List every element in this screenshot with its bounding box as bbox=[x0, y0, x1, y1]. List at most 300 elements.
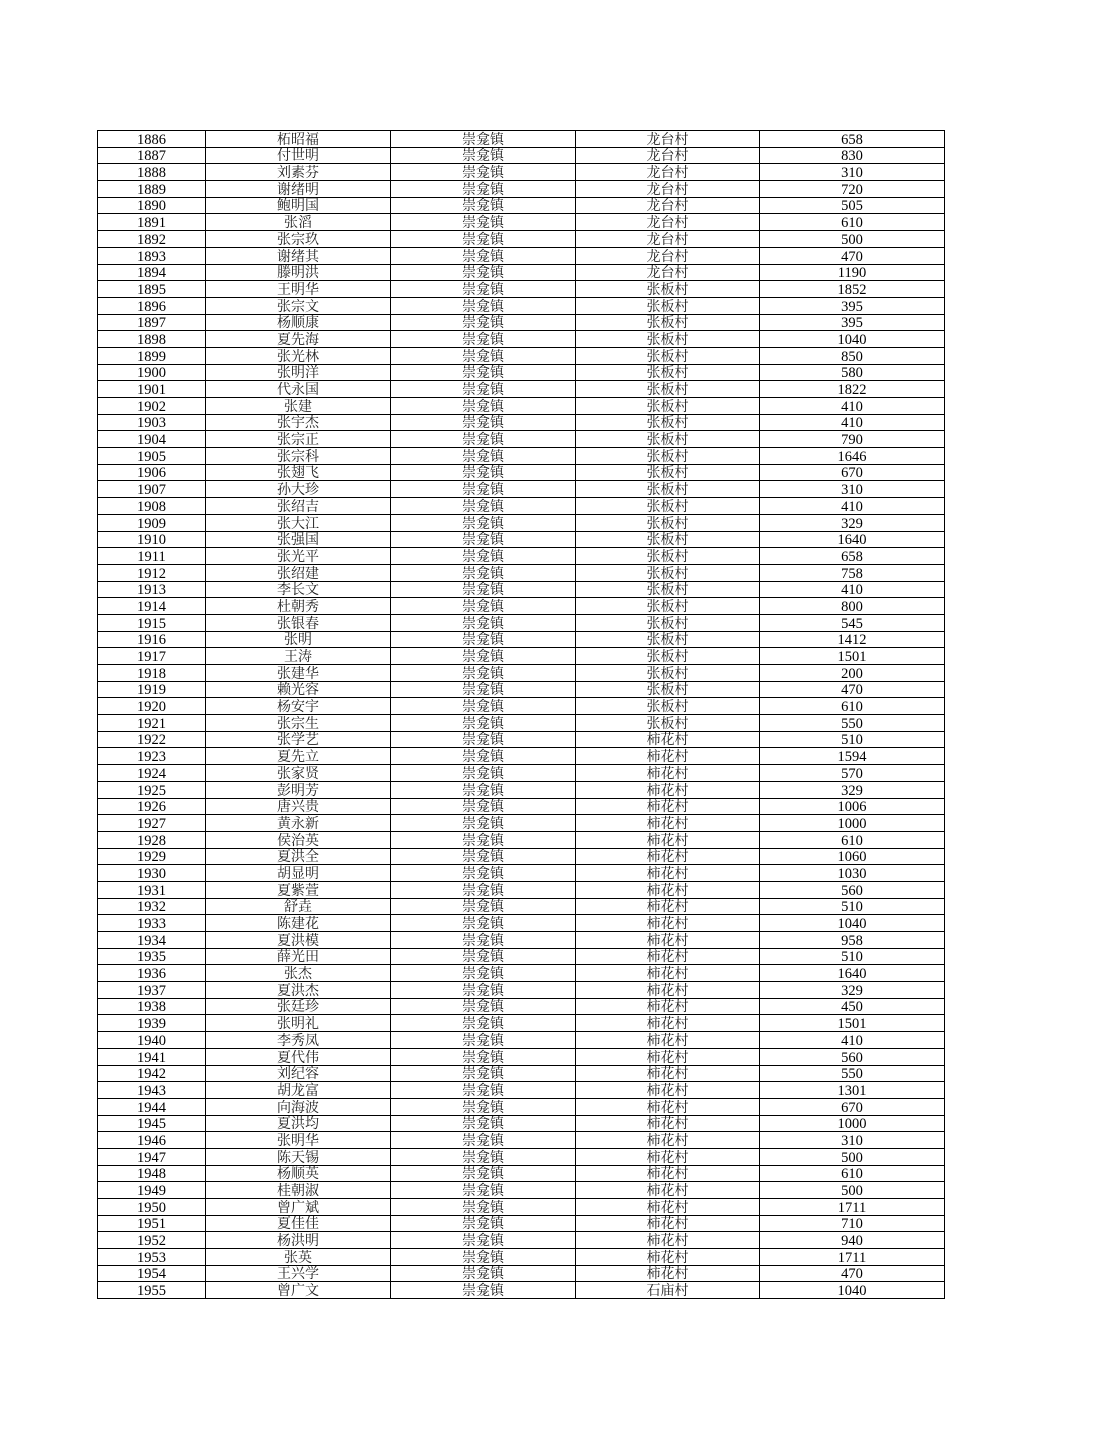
name-cell: 舒垚 bbox=[206, 898, 391, 915]
table-row bbox=[98, 1232, 945, 1249]
name-cell: 鲍明国 bbox=[206, 197, 391, 214]
table-row bbox=[98, 581, 945, 598]
name-cell: 李秀凤 bbox=[206, 1032, 391, 1049]
table-row bbox=[98, 414, 945, 431]
name-cell: 陈天锡 bbox=[206, 1148, 391, 1165]
amount-cell: 410 bbox=[760, 498, 945, 515]
table-row bbox=[98, 1182, 945, 1199]
village-cell: 柿花村 bbox=[576, 831, 760, 848]
row-number-cell: 1894 bbox=[98, 264, 206, 281]
village-cell: 张板村 bbox=[576, 314, 760, 331]
town-cell: 崇龛镇 bbox=[391, 564, 576, 581]
table-row bbox=[98, 381, 945, 398]
name-cell: 孙大珍 bbox=[206, 481, 391, 498]
table-row bbox=[98, 665, 945, 682]
town-cell: 崇龛镇 bbox=[391, 464, 576, 481]
amount-cell: 610 bbox=[760, 214, 945, 231]
town-cell: 崇龛镇 bbox=[391, 147, 576, 164]
row-number-cell: 1933 bbox=[98, 915, 206, 932]
town-cell: 崇龛镇 bbox=[391, 1132, 576, 1149]
town-cell: 崇龛镇 bbox=[391, 1199, 576, 1216]
town-cell: 崇龛镇 bbox=[391, 197, 576, 214]
row-number-cell: 1929 bbox=[98, 848, 206, 865]
town-cell: 崇龛镇 bbox=[391, 648, 576, 665]
amount-cell: 1640 bbox=[760, 965, 945, 982]
amount-cell: 550 bbox=[760, 715, 945, 732]
village-cell: 张板村 bbox=[576, 464, 760, 481]
name-cell: 杨安宇 bbox=[206, 698, 391, 715]
table-row bbox=[98, 331, 945, 348]
name-cell: 唐兴贵 bbox=[206, 798, 391, 815]
name-cell: 侯治英 bbox=[206, 831, 391, 848]
name-cell: 张大江 bbox=[206, 514, 391, 531]
row-number-cell: 1898 bbox=[98, 331, 206, 348]
name-cell: 张家贤 bbox=[206, 765, 391, 782]
village-cell: 张板村 bbox=[576, 581, 760, 598]
town-cell: 崇龛镇 bbox=[391, 247, 576, 264]
table-row bbox=[98, 1132, 945, 1149]
amount-cell: 800 bbox=[760, 598, 945, 615]
name-cell: 刘素芬 bbox=[206, 164, 391, 181]
amount-cell: 329 bbox=[760, 982, 945, 999]
town-cell: 崇龛镇 bbox=[391, 214, 576, 231]
row-number-cell: 1943 bbox=[98, 1082, 206, 1099]
amount-cell: 610 bbox=[760, 698, 945, 715]
name-cell: 张宗科 bbox=[206, 448, 391, 465]
amount-cell: 310 bbox=[760, 481, 945, 498]
table-row bbox=[98, 932, 945, 949]
table-row bbox=[98, 998, 945, 1015]
town-cell: 崇龛镇 bbox=[391, 1265, 576, 1282]
village-cell: 柿花村 bbox=[576, 881, 760, 898]
town-cell: 崇龛镇 bbox=[391, 431, 576, 448]
village-cell: 张板村 bbox=[576, 648, 760, 665]
row-number-cell: 1900 bbox=[98, 364, 206, 381]
table-row bbox=[98, 948, 945, 965]
name-cell: 杨洪明 bbox=[206, 1232, 391, 1249]
amount-cell: 395 bbox=[760, 314, 945, 331]
row-number-cell: 1948 bbox=[98, 1165, 206, 1182]
town-cell: 崇龛镇 bbox=[391, 164, 576, 181]
town-cell: 崇龛镇 bbox=[391, 1215, 576, 1232]
table-row bbox=[98, 715, 945, 732]
amount-cell: 1646 bbox=[760, 448, 945, 465]
table-row bbox=[98, 781, 945, 798]
row-number-cell: 1914 bbox=[98, 598, 206, 615]
village-cell: 张板村 bbox=[576, 514, 760, 531]
name-cell: 夏紫萱 bbox=[206, 881, 391, 898]
village-cell: 张板村 bbox=[576, 431, 760, 448]
table-row bbox=[98, 314, 945, 331]
name-cell: 张强国 bbox=[206, 531, 391, 548]
name-cell: 张滔 bbox=[206, 214, 391, 231]
row-number-cell: 1932 bbox=[98, 898, 206, 915]
name-cell: 夏代伟 bbox=[206, 1048, 391, 1065]
amount-cell: 470 bbox=[760, 247, 945, 264]
table-row bbox=[98, 364, 945, 381]
table-row bbox=[98, 181, 945, 198]
village-cell: 柿花村 bbox=[576, 1165, 760, 1182]
row-number-cell: 1935 bbox=[98, 948, 206, 965]
village-cell: 石庙村 bbox=[576, 1282, 760, 1299]
town-cell: 崇龛镇 bbox=[391, 1165, 576, 1182]
town-cell: 崇龛镇 bbox=[391, 498, 576, 515]
table-row bbox=[98, 1082, 945, 1099]
village-cell: 张板村 bbox=[576, 614, 760, 631]
name-cell: 谢绪其 bbox=[206, 247, 391, 264]
amount-cell: 329 bbox=[760, 514, 945, 531]
row-number-cell: 1901 bbox=[98, 381, 206, 398]
town-cell: 崇龛镇 bbox=[391, 347, 576, 364]
town-cell: 崇龛镇 bbox=[391, 1182, 576, 1199]
village-cell: 龙台村 bbox=[576, 247, 760, 264]
village-cell: 龙台村 bbox=[576, 164, 760, 181]
town-cell: 崇龛镇 bbox=[391, 381, 576, 398]
row-number-cell: 1945 bbox=[98, 1115, 206, 1132]
name-cell: 张宗生 bbox=[206, 715, 391, 732]
amount-cell: 545 bbox=[760, 614, 945, 631]
table-row bbox=[98, 798, 945, 815]
row-number-cell: 1916 bbox=[98, 631, 206, 648]
village-cell: 张板村 bbox=[576, 347, 760, 364]
amount-cell: 510 bbox=[760, 948, 945, 965]
row-number-cell: 1920 bbox=[98, 698, 206, 715]
row-number-cell: 1892 bbox=[98, 231, 206, 248]
amount-cell: 470 bbox=[760, 1265, 945, 1282]
table-row bbox=[98, 431, 945, 448]
table-row bbox=[98, 681, 945, 698]
table-row bbox=[98, 1249, 945, 1266]
amount-cell: 200 bbox=[760, 665, 945, 682]
row-number-cell: 1921 bbox=[98, 715, 206, 732]
table-row bbox=[98, 164, 945, 181]
table-row bbox=[98, 915, 945, 932]
row-number-cell: 1895 bbox=[98, 281, 206, 298]
name-cell: 杨顺英 bbox=[206, 1165, 391, 1182]
village-cell: 张板村 bbox=[576, 398, 760, 415]
village-cell: 张板村 bbox=[576, 498, 760, 515]
name-cell: 张廷珍 bbox=[206, 998, 391, 1015]
village-cell: 张板村 bbox=[576, 681, 760, 698]
village-cell: 柿花村 bbox=[576, 1115, 760, 1132]
amount-cell: 410 bbox=[760, 414, 945, 431]
row-number-cell: 1913 bbox=[98, 581, 206, 598]
row-number-cell: 1896 bbox=[98, 297, 206, 314]
amount-cell: 1640 bbox=[760, 531, 945, 548]
village-cell: 张板村 bbox=[576, 698, 760, 715]
row-number-cell: 1917 bbox=[98, 648, 206, 665]
village-cell: 张板村 bbox=[576, 631, 760, 648]
village-cell: 张板村 bbox=[576, 598, 760, 615]
row-number-cell: 1937 bbox=[98, 982, 206, 999]
name-cell: 薛光田 bbox=[206, 948, 391, 965]
table-row bbox=[98, 648, 945, 665]
name-cell: 王涛 bbox=[206, 648, 391, 665]
name-cell: 夏先立 bbox=[206, 748, 391, 765]
name-cell: 滕明洪 bbox=[206, 264, 391, 281]
village-cell: 龙台村 bbox=[576, 131, 760, 148]
amount-cell: 500 bbox=[760, 231, 945, 248]
village-cell: 张板村 bbox=[576, 381, 760, 398]
village-cell: 龙台村 bbox=[576, 147, 760, 164]
town-cell: 崇龛镇 bbox=[391, 715, 576, 732]
table-row bbox=[98, 631, 945, 648]
village-cell: 柿花村 bbox=[576, 998, 760, 1015]
table-row bbox=[98, 1265, 945, 1282]
amount-cell: 1822 bbox=[760, 381, 945, 398]
name-cell: 陈建花 bbox=[206, 915, 391, 932]
table-row bbox=[98, 514, 945, 531]
name-cell: 张宗玖 bbox=[206, 231, 391, 248]
row-number-cell: 1890 bbox=[98, 197, 206, 214]
town-cell: 崇龛镇 bbox=[391, 631, 576, 648]
village-cell: 张板村 bbox=[576, 548, 760, 565]
table-row bbox=[98, 1165, 945, 1182]
name-cell: 张绍吉 bbox=[206, 498, 391, 515]
village-cell: 张板村 bbox=[576, 665, 760, 682]
name-cell: 张宗文 bbox=[206, 297, 391, 314]
name-cell: 张翅飞 bbox=[206, 464, 391, 481]
table-row bbox=[98, 1115, 945, 1132]
amount-cell: 410 bbox=[760, 1032, 945, 1049]
table-row bbox=[98, 231, 945, 248]
row-number-cell: 1918 bbox=[98, 665, 206, 682]
row-number-cell: 1938 bbox=[98, 998, 206, 1015]
village-cell: 柿花村 bbox=[576, 815, 760, 832]
town-cell: 崇龛镇 bbox=[391, 314, 576, 331]
village-cell: 龙台村 bbox=[576, 231, 760, 248]
town-cell: 崇龛镇 bbox=[391, 481, 576, 498]
amount-cell: 1040 bbox=[760, 331, 945, 348]
village-cell: 柿花村 bbox=[576, 982, 760, 999]
town-cell: 崇龛镇 bbox=[391, 331, 576, 348]
table-row bbox=[98, 1199, 945, 1216]
row-number-cell: 1888 bbox=[98, 164, 206, 181]
town-cell: 崇龛镇 bbox=[391, 398, 576, 415]
amount-cell: 510 bbox=[760, 898, 945, 915]
name-cell: 柘昭福 bbox=[206, 131, 391, 148]
row-number-cell: 1911 bbox=[98, 548, 206, 565]
table-row bbox=[98, 865, 945, 882]
row-number-cell: 1955 bbox=[98, 1282, 206, 1299]
row-number-cell: 1907 bbox=[98, 481, 206, 498]
name-cell: 张杰 bbox=[206, 965, 391, 982]
amount-cell: 790 bbox=[760, 431, 945, 448]
row-number-cell: 1954 bbox=[98, 1265, 206, 1282]
name-cell: 张建 bbox=[206, 398, 391, 415]
name-cell: 胡显明 bbox=[206, 865, 391, 882]
village-cell: 柿花村 bbox=[576, 1082, 760, 1099]
row-number-cell: 1922 bbox=[98, 731, 206, 748]
name-cell: 黄永新 bbox=[206, 815, 391, 832]
amount-cell: 550 bbox=[760, 1065, 945, 1082]
table-row bbox=[98, 398, 945, 415]
amount-cell: 500 bbox=[760, 1148, 945, 1165]
town-cell: 崇龛镇 bbox=[391, 614, 576, 631]
town-cell: 崇龛镇 bbox=[391, 748, 576, 765]
table-row bbox=[98, 598, 945, 615]
amount-cell: 1852 bbox=[760, 281, 945, 298]
row-number-cell: 1893 bbox=[98, 247, 206, 264]
village-cell: 柿花村 bbox=[576, 965, 760, 982]
table-row bbox=[98, 898, 945, 915]
town-cell: 崇龛镇 bbox=[391, 765, 576, 782]
amount-cell: 1006 bbox=[760, 798, 945, 815]
name-cell: 张光林 bbox=[206, 347, 391, 364]
amount-cell: 1040 bbox=[760, 1282, 945, 1299]
amount-cell: 1060 bbox=[760, 848, 945, 865]
village-cell: 张板村 bbox=[576, 297, 760, 314]
table-row bbox=[98, 1148, 945, 1165]
table-row bbox=[98, 264, 945, 281]
town-cell: 崇龛镇 bbox=[391, 1015, 576, 1032]
name-cell: 夏洪模 bbox=[206, 932, 391, 949]
row-number-cell: 1944 bbox=[98, 1098, 206, 1115]
name-cell: 王明华 bbox=[206, 281, 391, 298]
amount-cell: 1301 bbox=[760, 1082, 945, 1099]
village-cell: 张板村 bbox=[576, 531, 760, 548]
amount-cell: 560 bbox=[760, 881, 945, 898]
village-cell: 柿花村 bbox=[576, 1065, 760, 1082]
amount-cell: 329 bbox=[760, 781, 945, 798]
row-number-cell: 1924 bbox=[98, 765, 206, 782]
village-cell: 柿花村 bbox=[576, 1182, 760, 1199]
name-cell: 李长文 bbox=[206, 581, 391, 598]
table-row bbox=[98, 982, 945, 999]
village-cell: 柿花村 bbox=[576, 1015, 760, 1032]
village-cell: 柿花村 bbox=[576, 1215, 760, 1232]
table-row bbox=[98, 347, 945, 364]
name-cell: 张银春 bbox=[206, 614, 391, 631]
table-row bbox=[98, 815, 945, 832]
row-number-cell: 1952 bbox=[98, 1232, 206, 1249]
village-cell: 张板村 bbox=[576, 481, 760, 498]
town-cell: 崇龛镇 bbox=[391, 965, 576, 982]
table-row bbox=[98, 765, 945, 782]
table-row bbox=[98, 197, 945, 214]
row-number-cell: 1905 bbox=[98, 448, 206, 465]
amount-cell: 1412 bbox=[760, 631, 945, 648]
table-row bbox=[98, 1032, 945, 1049]
table-row bbox=[98, 881, 945, 898]
name-cell: 张明华 bbox=[206, 1132, 391, 1149]
table-row bbox=[98, 748, 945, 765]
town-cell: 崇龛镇 bbox=[391, 831, 576, 848]
town-cell: 崇龛镇 bbox=[391, 815, 576, 832]
amount-cell: 1000 bbox=[760, 1115, 945, 1132]
row-number-cell: 1904 bbox=[98, 431, 206, 448]
table-row bbox=[98, 531, 945, 548]
table-row bbox=[98, 1048, 945, 1065]
village-cell: 柿花村 bbox=[576, 1265, 760, 1282]
row-number-cell: 1915 bbox=[98, 614, 206, 631]
town-cell: 崇龛镇 bbox=[391, 598, 576, 615]
village-cell: 龙台村 bbox=[576, 214, 760, 231]
row-number-cell: 1903 bbox=[98, 414, 206, 431]
name-cell: 桂朝淑 bbox=[206, 1182, 391, 1199]
village-cell: 柿花村 bbox=[576, 1249, 760, 1266]
name-cell: 王兴学 bbox=[206, 1265, 391, 1282]
village-cell: 张板村 bbox=[576, 331, 760, 348]
village-cell: 张板村 bbox=[576, 715, 760, 732]
amount-cell: 410 bbox=[760, 398, 945, 415]
name-cell: 张英 bbox=[206, 1249, 391, 1266]
village-cell: 柿花村 bbox=[576, 848, 760, 865]
amount-cell: 505 bbox=[760, 197, 945, 214]
name-cell: 夏佳佳 bbox=[206, 1215, 391, 1232]
amount-cell: 670 bbox=[760, 1098, 945, 1115]
name-cell: 张明洋 bbox=[206, 364, 391, 381]
amount-cell: 1594 bbox=[760, 748, 945, 765]
amount-cell: 395 bbox=[760, 297, 945, 314]
table-row bbox=[98, 464, 945, 481]
village-cell: 柿花村 bbox=[576, 765, 760, 782]
village-cell: 柿花村 bbox=[576, 798, 760, 815]
amount-cell: 500 bbox=[760, 1182, 945, 1199]
row-number-cell: 1902 bbox=[98, 398, 206, 415]
table-row bbox=[98, 548, 945, 565]
town-cell: 崇龛镇 bbox=[391, 948, 576, 965]
name-cell: 张绍建 bbox=[206, 564, 391, 581]
row-number-cell: 1931 bbox=[98, 881, 206, 898]
name-cell: 夏洪均 bbox=[206, 1115, 391, 1132]
row-number-cell: 1910 bbox=[98, 531, 206, 548]
amount-cell: 310 bbox=[760, 1132, 945, 1149]
name-cell: 曾广文 bbox=[206, 1282, 391, 1299]
row-number-cell: 1919 bbox=[98, 681, 206, 698]
town-cell: 崇龛镇 bbox=[391, 848, 576, 865]
amount-cell: 1030 bbox=[760, 865, 945, 882]
village-cell: 柿花村 bbox=[576, 748, 760, 765]
row-number-cell: 1886 bbox=[98, 131, 206, 148]
village-cell: 柿花村 bbox=[576, 898, 760, 915]
table-row bbox=[98, 1282, 945, 1299]
town-cell: 崇龛镇 bbox=[391, 798, 576, 815]
table-row bbox=[98, 614, 945, 631]
town-cell: 崇龛镇 bbox=[391, 898, 576, 915]
town-cell: 崇龛镇 bbox=[391, 665, 576, 682]
town-cell: 崇龛镇 bbox=[391, 364, 576, 381]
amount-cell: 1501 bbox=[760, 1015, 945, 1032]
village-cell: 柿花村 bbox=[576, 1032, 760, 1049]
row-number-cell: 1951 bbox=[98, 1215, 206, 1232]
town-cell: 崇龛镇 bbox=[391, 1098, 576, 1115]
amount-cell: 510 bbox=[760, 731, 945, 748]
table-row bbox=[98, 247, 945, 264]
town-cell: 崇龛镇 bbox=[391, 1048, 576, 1065]
town-cell: 崇龛镇 bbox=[391, 731, 576, 748]
town-cell: 崇龛镇 bbox=[391, 681, 576, 698]
town-cell: 崇龛镇 bbox=[391, 1065, 576, 1082]
village-cell: 柿花村 bbox=[576, 1132, 760, 1149]
amount-cell: 850 bbox=[760, 347, 945, 364]
name-cell: 张学艺 bbox=[206, 731, 391, 748]
village-cell: 张板村 bbox=[576, 448, 760, 465]
village-cell: 柿花村 bbox=[576, 948, 760, 965]
row-number-cell: 1926 bbox=[98, 798, 206, 815]
village-cell: 张板村 bbox=[576, 564, 760, 581]
amount-cell: 720 bbox=[760, 181, 945, 198]
amount-cell: 1501 bbox=[760, 648, 945, 665]
village-cell: 柿花村 bbox=[576, 1048, 760, 1065]
table-row bbox=[98, 131, 945, 148]
amount-cell: 610 bbox=[760, 831, 945, 848]
name-cell: 杨顺康 bbox=[206, 314, 391, 331]
amount-cell: 958 bbox=[760, 932, 945, 949]
row-number-cell: 1899 bbox=[98, 347, 206, 364]
name-cell: 张建华 bbox=[206, 665, 391, 682]
town-cell: 崇龛镇 bbox=[391, 1148, 576, 1165]
